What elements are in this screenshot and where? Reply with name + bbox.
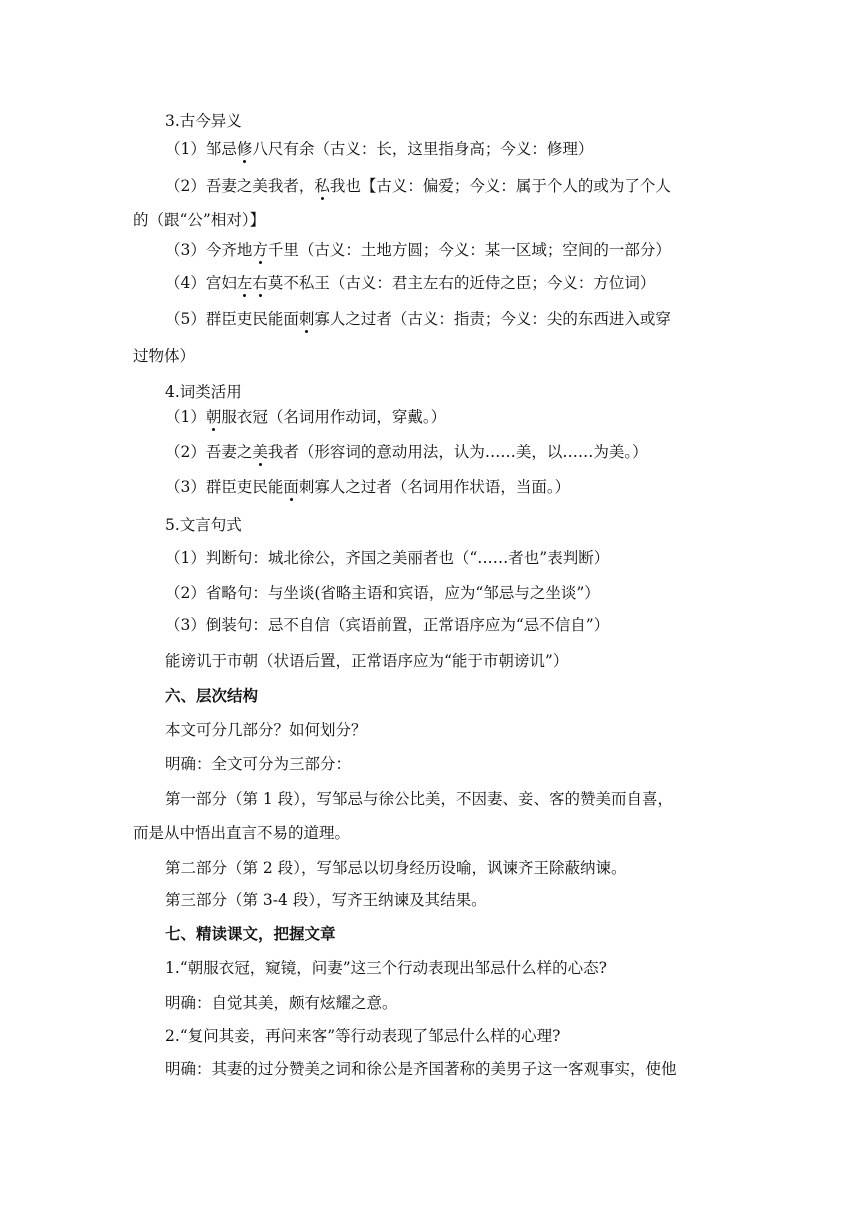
text-line: 1.“朝服衣冠，窥镜，问妻”这三个行动表现出邹忌什么样的心态? bbox=[165, 959, 607, 977]
text-line: 2.“复问其妾，再问来客”等行动表现了邹忌什么样的心理? bbox=[165, 1027, 561, 1045]
text-line: （2）吾妻之美我者，私我也【古义：偏爱；今义：属于个人的或为了个人 bbox=[165, 177, 671, 195]
text-line: （3）今齐地方千里（古义：土地方圆；今义：某一区域；空间的一部分） bbox=[165, 241, 671, 259]
emphasized-char: 朝 bbox=[205, 408, 222, 426]
emphasized-char: 私 bbox=[314, 177, 330, 195]
text-line: 第二部分（第 2 段），写邹忌以切身经历设喻，讽谏齐王除蔽纳谏。 bbox=[165, 859, 627, 877]
text-line: 明确：全文可分为三部分： bbox=[165, 755, 352, 773]
text-line: （1）朝服衣冠（名词用作动词，穿戴。） bbox=[165, 408, 447, 426]
text-line: 而是从中悟出直言不易的道理。 bbox=[133, 824, 351, 842]
heading-sentence-patterns: 5.文言句式 bbox=[165, 516, 242, 534]
text-line: （3）群臣吏民能面刺寡人之过者（名词用作状语，当面。） bbox=[165, 478, 571, 496]
heading-ancient-modern-meanings: 3.古今异义 bbox=[165, 112, 242, 130]
text-line: （1）邹忌修八尺有余（古义：长，这里指身高；今义：修理） bbox=[165, 140, 594, 158]
heading-word-class-usage: 4.词类活用 bbox=[165, 383, 242, 401]
text-line: （1）判断句：城北徐公，齐国之美丽者也（“……者也”表判断） bbox=[165, 549, 610, 567]
text-line: （3）倒装句：忌不自信（宾语前置，正常语序应为“忌不信自”） bbox=[165, 616, 610, 634]
text-line: 能谤讥于市朝（状语后置，正常语序应为“能于市朝谤讥”） bbox=[165, 652, 569, 670]
text-line: 明确：其妻的过分赞美之词和徐公是齐国著称的美男子这一客观事实，使他 bbox=[165, 1060, 677, 1078]
text-line: （4）宫妇左右莫不私王（古义：君主左右的近侍之臣；今义：方位词） bbox=[165, 274, 656, 292]
section-heading-structure: 六、层次结构 bbox=[165, 687, 259, 705]
text-line: 第一部分（第 1 段），写邹忌与徐公比美，不因妻、妾、客的赞美而自喜， bbox=[165, 790, 673, 808]
emphasized-char: 修 bbox=[236, 140, 253, 158]
text-line: （5）群臣吏民能面刺寡人之过者（古义：指责；今义：尖的东西进入或穿 bbox=[165, 310, 671, 328]
section-heading-close-reading: 七、精读课文，把握文章 bbox=[165, 925, 336, 943]
text-line: （2）吾妻之美我者（形容词的意动用法，认为……美，以……为美。） bbox=[165, 443, 648, 461]
text-line: （2）省略句：与坐谈(省略主语和宾语，应为“邹忌与之坐谈”） bbox=[165, 584, 600, 602]
emphasized-char: 右 bbox=[252, 274, 268, 292]
emphasized-char: 左 bbox=[236, 274, 253, 292]
text-line: 第三部分（第 3-4 段），写齐王纳谏及其结果。 bbox=[165, 891, 487, 909]
text-line: 本文可分几部分？如何划分？ bbox=[165, 721, 367, 739]
emphasized-char: 方 bbox=[252, 241, 268, 259]
emphasized-char: 面 bbox=[283, 478, 299, 496]
text-line: 过物体） bbox=[133, 347, 196, 365]
emphasized-char: 刺 bbox=[298, 310, 315, 328]
emphasized-char: 美 bbox=[252, 443, 268, 461]
text-line: 的（跟“公”相对）】 bbox=[133, 211, 266, 229]
text-line: 明确：自觉其美，颇有炫耀之意。 bbox=[165, 994, 398, 1012]
emphasized-char bbox=[237, 274, 268, 292]
